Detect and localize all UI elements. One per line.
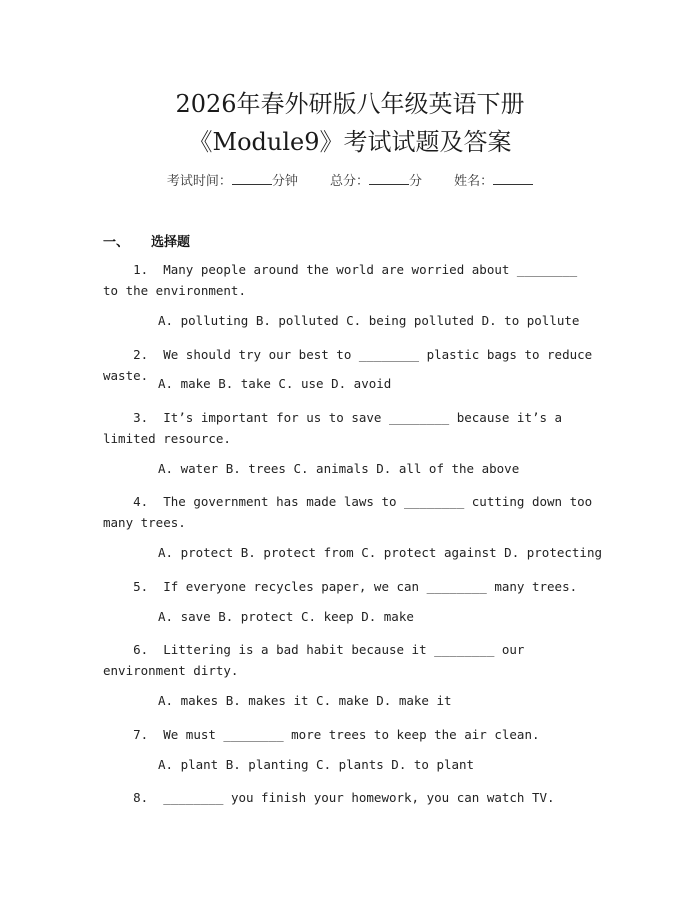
question-2: 2. We should try our best to ________ plastic bags to reduce waste. <box>103 347 600 383</box>
total-score <box>330 174 426 189</box>
section-title: 选择题 <box>151 235 191 250</box>
question-5-options: A. save B. protect C. keep D. make <box>158 609 414 624</box>
question-3: 3. It’s important for us to save ________ because it’s a limited resource. <box>103 410 570 446</box>
question-1-options: A. polluting B. polluted C. being polluted D. to pollute <box>158 313 580 328</box>
document-title-line2: 《Module9》考试试题及答案 <box>188 128 512 156</box>
name-blank <box>493 172 533 185</box>
score-blank <box>369 172 409 185</box>
section-number: 一、 <box>103 235 130 250</box>
time-label: 考试时间： <box>166 174 232 189</box>
section-heading <box>103 231 190 250</box>
question-8: 8. ________ you finish your homework, you can watch TV. <box>103 790 555 805</box>
exam-meta <box>0 170 700 189</box>
question-4-options: A. protect B. protect from C. protect against D. protecting <box>158 545 603 560</box>
time-blank <box>232 172 272 185</box>
question-3-options: A. water B. trees C. animals D. all of the above <box>158 461 520 476</box>
question-7-options: A. plant B. planting C. plants D. to plant <box>158 757 475 772</box>
score-unit: 分 <box>409 174 423 189</box>
question-4: 4. The government has made laws to ________ cutting down too many trees. <box>103 494 600 530</box>
question-7: 7. We must ________ more trees to keep the air clean. <box>103 727 540 742</box>
question-1: 1. Many people around the world are worried about ________ to the environment. <box>103 262 585 298</box>
student-name <box>454 174 533 189</box>
time-unit: 分钟 <box>271 174 298 189</box>
exam-time <box>167 174 302 189</box>
question-2-options: A. make B. take C. use D. avoid <box>158 376 392 391</box>
question-6-options: A. makes B. makes it C. make D. make it <box>158 693 452 708</box>
question-5: 5. If everyone recycles paper, we can ________ many trees. <box>103 579 578 594</box>
name-label: 姓名： <box>454 174 494 189</box>
question-6: 6. Littering is a bad habit because it ________ our environment dirty. <box>103 642 532 678</box>
document-title-line1: 2026年春外研版八年级英语下册 <box>175 90 525 118</box>
score-label: 总分： <box>329 174 369 189</box>
